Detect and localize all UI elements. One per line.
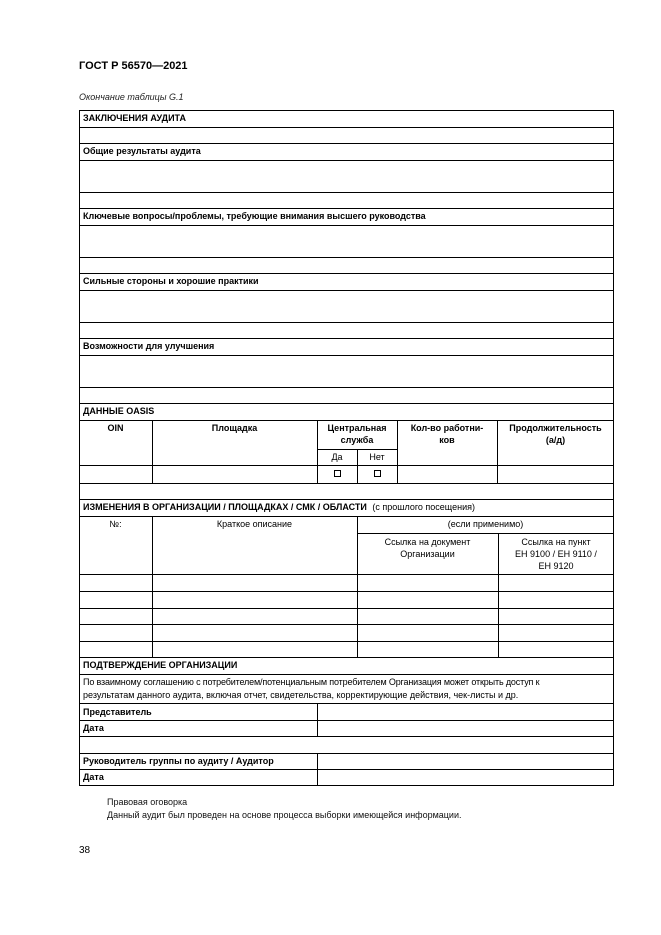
rule (79, 674, 614, 675)
rule (79, 465, 614, 466)
rule (79, 753, 614, 754)
changes-col-clause-line1: Ссылка на пункт (521, 537, 591, 547)
overall-results-label: Общие результаты аудита (83, 146, 201, 156)
central-no-checkbox[interactable] (374, 470, 381, 477)
rule (79, 225, 614, 226)
rule (79, 703, 614, 704)
changes-col-description: Краткое описание (216, 519, 293, 529)
rule (79, 160, 614, 161)
confirmation-text-line1: По взаимному соглашению с потребителем/потенциальным потребителем Организация может открыть доступ к (83, 677, 540, 687)
rule (79, 110, 614, 111)
oasis-col-no: Нет (369, 452, 385, 462)
date-label: Дата (83, 723, 104, 733)
oasis-col-workers-line1: Кол-во работни- (410, 423, 484, 433)
rule (317, 703, 318, 736)
rule (79, 720, 614, 721)
central-yes-checkbox[interactable] (334, 470, 341, 477)
conclusions-title: ЗАКЛЮЧЕНИЯ АУДИТА (83, 113, 186, 123)
rule (79, 420, 614, 421)
rule (79, 355, 614, 356)
rule (79, 338, 614, 339)
date2-label: Дата (83, 772, 104, 782)
oasis-col-duration-line1: Продолжительность (509, 423, 602, 433)
rule (79, 591, 614, 592)
changes-col-doc-ref-line1: Ссылка на документ (384, 537, 471, 547)
changes-col-clause-line2: ЕН 9100 / ЕН 9110 / (515, 549, 597, 559)
rule (79, 574, 614, 575)
table-continuation-caption: Окончание таблицы G.1 (79, 92, 184, 102)
rule (79, 657, 614, 658)
rule (317, 753, 318, 786)
oasis-col-yes: Да (331, 452, 343, 462)
rule (613, 110, 614, 786)
rule (79, 110, 80, 786)
rule (79, 736, 614, 737)
changes-col-if-applicable: (если применимо) (447, 519, 524, 529)
rule (79, 641, 614, 642)
rule (79, 322, 614, 323)
rule (79, 624, 614, 625)
rule (79, 273, 614, 274)
disclaimer-text: Данный аудит был проведен на основе процесса выборки имеющейся информации. (107, 810, 462, 820)
confirmation-title: ПОДТВЕРЖДЕНИЕ ОРГАНИЗАЦИИ (83, 660, 238, 670)
confirmation-text-line2: результатам данного аудита, включая отчет, свидетельства, корректирующие действия, чек-листы и др. (83, 690, 519, 700)
rule (79, 483, 614, 484)
changes-col-doc-ref-line2: Организации (400, 549, 455, 559)
audit-form-table (79, 110, 614, 786)
date2-field[interactable] (321, 771, 609, 783)
oasis-title: ДАННЫЕ OASIS (83, 406, 155, 416)
rule (79, 290, 614, 291)
rule (79, 127, 614, 128)
date-field[interactable] (321, 722, 609, 734)
lead-auditor-label: Руководитель группы по аудиту / Аудитор (83, 756, 274, 766)
changes-col-clause-line3: ЕН 9120 (538, 561, 574, 571)
standard-header: ГОСТ Р 56570—2021 (79, 60, 188, 72)
rule (79, 208, 614, 209)
rule (79, 403, 614, 404)
changes-title-row (83, 501, 475, 513)
oasis-col-central-line1: Центральная (327, 423, 387, 433)
oasis-col-central-line2: служба (340, 435, 374, 445)
rule (357, 533, 614, 534)
rule (79, 499, 614, 500)
changes-col-no: №: (109, 519, 122, 529)
key-issues-label: Ключевые вопросы/проблемы, требующие внимания высшего руководства (83, 211, 426, 221)
changes-title: ИЗМЕНЕНИЯ В ОРГАНИЗАЦИИ / ПЛОЩАДКАХ / СМК / ОБЛАСТИ (83, 502, 367, 512)
strengths-label: Сильные стороны и хорошие практики (83, 276, 259, 286)
rule (152, 516, 153, 657)
rule (79, 192, 614, 193)
rule (79, 257, 614, 258)
representative-label: Представитель (83, 707, 152, 717)
disclaimer-title: Правовая оговорка (107, 797, 188, 807)
oasis-col-site: Площадка (211, 423, 258, 433)
page-number: 38 (79, 845, 91, 856)
rule (79, 143, 614, 144)
representative-field[interactable] (321, 706, 609, 718)
rule (79, 608, 614, 609)
rule (79, 769, 614, 770)
rule (79, 785, 614, 786)
improvements-label: Возможности для улучшения (83, 341, 215, 351)
lead-auditor-field[interactable] (321, 755, 609, 767)
rule (79, 516, 614, 517)
oasis-col-duration-line2: (а/д) (545, 435, 566, 445)
rule (79, 387, 614, 388)
oasis-col-oin: OIN (107, 423, 124, 433)
oasis-col-workers-line2: ков (439, 435, 455, 445)
changes-title-suffix: (с прошлого посещения) (372, 502, 475, 512)
